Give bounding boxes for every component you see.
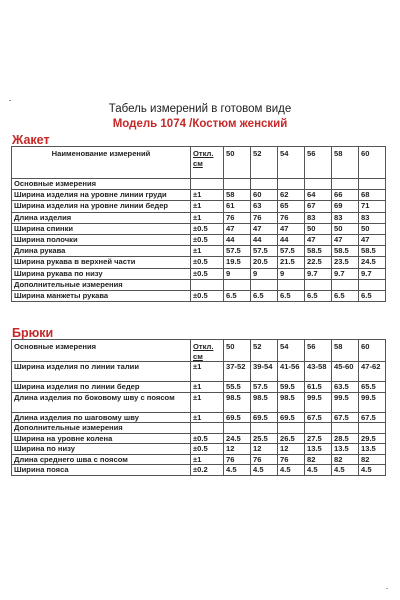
size-value-58: 66 bbox=[332, 190, 359, 201]
model-title: Модель 1074 /Костюм женский bbox=[112, 118, 288, 130]
size-value-60 bbox=[359, 279, 386, 290]
header-size-56: 56 bbox=[305, 147, 332, 179]
deviation-value bbox=[191, 279, 224, 290]
measurement-name: Ширина изделия на уровне линии бедер bbox=[12, 201, 191, 212]
size-value-56: 67.5 bbox=[305, 412, 332, 423]
measurement-name: Ширина полочки bbox=[12, 234, 191, 245]
size-value-56: 82 bbox=[305, 454, 332, 465]
measurement-name: Длина рукава bbox=[12, 246, 191, 257]
size-value-52: 47 bbox=[251, 223, 278, 234]
header-deviation: Откл. см bbox=[191, 340, 224, 362]
size-value-56: 27.5 bbox=[305, 433, 332, 444]
size-value-52: 63 bbox=[251, 201, 278, 212]
size-value-54: 62 bbox=[278, 190, 305, 201]
size-value-60: 50 bbox=[359, 223, 386, 234]
table-row bbox=[12, 223, 386, 234]
size-value-50: 55.5 bbox=[224, 382, 251, 393]
header-size-58: 58 bbox=[332, 340, 359, 362]
size-value-52: 98.5 bbox=[251, 392, 278, 412]
size-value-56: 47 bbox=[305, 234, 332, 245]
measurement-name: Длина изделия по боковому шву с поясом bbox=[12, 392, 191, 412]
size-value-56 bbox=[305, 279, 332, 290]
size-value-50: 37-52 bbox=[224, 362, 251, 382]
size-value-58: 99.5 bbox=[332, 392, 359, 412]
size-value-58 bbox=[332, 179, 359, 190]
size-value-50: 98.5 bbox=[224, 392, 251, 412]
size-value-58: 28.5 bbox=[332, 433, 359, 444]
jacket-measurements-table bbox=[11, 146, 386, 302]
size-value-54: 76 bbox=[278, 454, 305, 465]
measurement-name: Ширина манжеты рукава bbox=[12, 290, 191, 301]
size-value-58: 23.5 bbox=[332, 257, 359, 268]
table-header-row bbox=[12, 147, 386, 179]
table-row bbox=[12, 246, 386, 257]
size-value-52: 25.5 bbox=[251, 433, 278, 444]
header-measurement-name: Наименование измерений bbox=[12, 147, 191, 179]
size-value-56 bbox=[305, 179, 332, 190]
size-value-54: 47 bbox=[278, 223, 305, 234]
size-value-50: 19.5 bbox=[224, 257, 251, 268]
size-value-54: 9 bbox=[278, 268, 305, 279]
size-value-60: 6.5 bbox=[359, 290, 386, 301]
table-row bbox=[12, 268, 386, 279]
header-size-50: 50 bbox=[224, 340, 251, 362]
trousers-section-title: Брюки bbox=[12, 326, 54, 340]
size-value-60: 82 bbox=[359, 454, 386, 465]
size-value-60: 68 bbox=[359, 190, 386, 201]
size-value-60: 67.5 bbox=[359, 412, 386, 423]
size-value-50 bbox=[224, 279, 251, 290]
table-row bbox=[12, 454, 386, 465]
size-value-50 bbox=[224, 423, 251, 434]
size-value-50: 24.5 bbox=[224, 433, 251, 444]
size-value-60: 4.5 bbox=[359, 465, 386, 476]
table-row bbox=[12, 212, 386, 223]
size-value-60: 9.7 bbox=[359, 268, 386, 279]
table-row bbox=[12, 362, 386, 382]
size-value-52: 44 bbox=[251, 234, 278, 245]
size-value-56: 9.7 bbox=[305, 268, 332, 279]
size-value-58: 67.5 bbox=[332, 412, 359, 423]
size-value-54: 41-56 bbox=[278, 362, 305, 382]
deviation-value: ±1 bbox=[191, 201, 224, 212]
size-value-56: 83 bbox=[305, 212, 332, 223]
size-value-50: 57.5 bbox=[224, 246, 251, 257]
size-value-54: 12 bbox=[278, 444, 305, 455]
deviation-value: ±0.2 bbox=[191, 465, 224, 476]
size-value-52: 76 bbox=[251, 454, 278, 465]
measurement-name: Ширина спинки bbox=[12, 223, 191, 234]
size-value-60 bbox=[359, 179, 386, 190]
size-value-60: 47 bbox=[359, 234, 386, 245]
table-row bbox=[12, 423, 386, 434]
size-value-52: 39-54 bbox=[251, 362, 278, 382]
size-value-58: 4.5 bbox=[332, 465, 359, 476]
scan-mark bbox=[9, 100, 11, 101]
measurement-name: Длина изделия по шаговому шву bbox=[12, 412, 191, 423]
deviation-value: ±0.5 bbox=[191, 223, 224, 234]
size-value-60 bbox=[359, 423, 386, 434]
header-size-52: 52 bbox=[251, 147, 278, 179]
size-value-50: 69.5 bbox=[224, 412, 251, 423]
deviation-value: ±0.5 bbox=[191, 290, 224, 301]
size-value-54 bbox=[278, 279, 305, 290]
size-value-56: 61.5 bbox=[305, 382, 332, 393]
measurement-name: Ширина на уровне колена bbox=[12, 433, 191, 444]
size-value-52: 9 bbox=[251, 268, 278, 279]
size-value-52: 57.5 bbox=[251, 382, 278, 393]
size-value-50 bbox=[224, 179, 251, 190]
measurement-name: Ширина рукава в верхней части bbox=[12, 257, 191, 268]
size-value-60: 71 bbox=[359, 201, 386, 212]
measurement-name: Ширина изделия по линии талии bbox=[12, 362, 191, 382]
header-size-52: 52 bbox=[251, 340, 278, 362]
size-value-50: 76 bbox=[224, 454, 251, 465]
table-row bbox=[12, 257, 386, 268]
size-value-50: 58 bbox=[224, 190, 251, 201]
size-value-52: 76 bbox=[251, 212, 278, 223]
deviation-value: ±0.5 bbox=[191, 234, 224, 245]
deviation-value: ±1 bbox=[191, 212, 224, 223]
header-size-50: 50 bbox=[224, 147, 251, 179]
deviation-value: ±1 bbox=[191, 362, 224, 382]
size-value-52 bbox=[251, 423, 278, 434]
table-row bbox=[12, 412, 386, 423]
size-value-56: 64 bbox=[305, 190, 332, 201]
size-value-60: 13.5 bbox=[359, 444, 386, 455]
size-value-58: 50 bbox=[332, 223, 359, 234]
size-value-54: 21.5 bbox=[278, 257, 305, 268]
size-value-54: 6.5 bbox=[278, 290, 305, 301]
deviation-value: ±0.5 bbox=[191, 268, 224, 279]
deviation-value bbox=[191, 179, 224, 190]
deviation-value: ±0.5 bbox=[191, 433, 224, 444]
measurement-name: Ширина изделия по линии бедер bbox=[12, 382, 191, 393]
deviation-value: ±0.5 bbox=[191, 444, 224, 455]
size-value-50: 76 bbox=[224, 212, 251, 223]
size-value-56: 13.5 bbox=[305, 444, 332, 455]
deviation-value: ±1 bbox=[191, 190, 224, 201]
size-value-52: 12 bbox=[251, 444, 278, 455]
deviation-value: ±1 bbox=[191, 382, 224, 393]
table-row bbox=[12, 290, 386, 301]
size-value-56: 4.5 bbox=[305, 465, 332, 476]
table-row bbox=[12, 433, 386, 444]
table-row bbox=[12, 279, 386, 290]
size-value-58: 6.5 bbox=[332, 290, 359, 301]
size-value-54 bbox=[278, 423, 305, 434]
size-value-60: 47-62 bbox=[359, 362, 386, 382]
size-value-58: 83 bbox=[332, 212, 359, 223]
size-value-60: 65.5 bbox=[359, 382, 386, 393]
header-measurement-name: Основные измерения bbox=[12, 340, 191, 362]
size-value-58: 47 bbox=[332, 234, 359, 245]
deviation-value: ±0.5 bbox=[191, 257, 224, 268]
table-row bbox=[12, 190, 386, 201]
size-value-54: 69.5 bbox=[278, 412, 305, 423]
size-value-52: 20.5 bbox=[251, 257, 278, 268]
header-size-58: 58 bbox=[332, 147, 359, 179]
size-value-56: 22.5 bbox=[305, 257, 332, 268]
size-value-56: 58.5 bbox=[305, 246, 332, 257]
header-deviation: Откл. см bbox=[191, 147, 224, 179]
size-value-52 bbox=[251, 279, 278, 290]
size-value-54: 57.5 bbox=[278, 246, 305, 257]
size-value-56: 43-58 bbox=[305, 362, 332, 382]
table-row bbox=[12, 392, 386, 412]
size-value-58 bbox=[332, 279, 359, 290]
size-value-50: 47 bbox=[224, 223, 251, 234]
deviation-value: ±1 bbox=[191, 454, 224, 465]
header-size-54: 54 bbox=[278, 340, 305, 362]
size-value-58: 45-60 bbox=[332, 362, 359, 382]
table-row bbox=[12, 444, 386, 455]
document-title: Табель измерений в готовом виде bbox=[108, 103, 292, 115]
size-value-58: 9.7 bbox=[332, 268, 359, 279]
deviation-value: ±1 bbox=[191, 246, 224, 257]
size-value-54: 26.5 bbox=[278, 433, 305, 444]
size-value-50: 4.5 bbox=[224, 465, 251, 476]
size-value-52: 57.5 bbox=[251, 246, 278, 257]
size-value-60: 83 bbox=[359, 212, 386, 223]
size-value-50: 9 bbox=[224, 268, 251, 279]
size-value-56: 6.5 bbox=[305, 290, 332, 301]
table-row bbox=[12, 201, 386, 212]
size-value-54: 44 bbox=[278, 234, 305, 245]
size-value-54: 76 bbox=[278, 212, 305, 223]
size-value-54: 98.5 bbox=[278, 392, 305, 412]
size-value-58 bbox=[332, 423, 359, 434]
size-value-54: 65 bbox=[278, 201, 305, 212]
jacket-section-title: Жакет bbox=[12, 133, 50, 147]
measurement-name: Дополнительные измерения bbox=[12, 423, 191, 434]
size-value-56: 67 bbox=[305, 201, 332, 212]
measurement-name: Длина изделия bbox=[12, 212, 191, 223]
header-size-60: 60 bbox=[359, 340, 386, 362]
table-row bbox=[12, 234, 386, 245]
size-value-56 bbox=[305, 423, 332, 434]
size-value-58: 13.5 bbox=[332, 444, 359, 455]
deviation-value bbox=[191, 423, 224, 434]
measurement-name: Ширина рукава по низу bbox=[12, 268, 191, 279]
size-value-50: 6.5 bbox=[224, 290, 251, 301]
size-value-54 bbox=[278, 179, 305, 190]
size-value-50: 12 bbox=[224, 444, 251, 455]
scan-mark bbox=[386, 588, 388, 589]
measurement-name: Дополнительные измерения bbox=[12, 279, 191, 290]
measurement-name: Основные измерения bbox=[12, 179, 191, 190]
size-value-52: 6.5 bbox=[251, 290, 278, 301]
size-value-58: 82 bbox=[332, 454, 359, 465]
deviation-value: ±1 bbox=[191, 392, 224, 412]
header-size-54: 54 bbox=[278, 147, 305, 179]
size-value-54: 59.5 bbox=[278, 382, 305, 393]
table-row bbox=[12, 179, 386, 190]
measurement-name: Ширина изделия на уровне линии груди bbox=[12, 190, 191, 201]
size-value-60: 58.5 bbox=[359, 246, 386, 257]
size-value-50: 61 bbox=[224, 201, 251, 212]
table-header-row bbox=[12, 340, 386, 362]
size-value-60: 99.5 bbox=[359, 392, 386, 412]
measurement-name: Ширина по низу bbox=[12, 444, 191, 455]
deviation-value: ±1 bbox=[191, 412, 224, 423]
table-row bbox=[12, 382, 386, 393]
size-value-52 bbox=[251, 179, 278, 190]
header-size-60: 60 bbox=[359, 147, 386, 179]
header-size-56: 56 bbox=[305, 340, 332, 362]
size-value-58: 69 bbox=[332, 201, 359, 212]
measurement-name: Ширина пояса bbox=[12, 465, 191, 476]
size-value-52: 60 bbox=[251, 190, 278, 201]
measurement-name: Длина среднего шва с поясом bbox=[12, 454, 191, 465]
trousers-measurements-table bbox=[11, 339, 386, 476]
size-value-50: 44 bbox=[224, 234, 251, 245]
size-value-54: 4.5 bbox=[278, 465, 305, 476]
size-value-58: 58.5 bbox=[332, 246, 359, 257]
size-value-60: 29.5 bbox=[359, 433, 386, 444]
size-value-56: 50 bbox=[305, 223, 332, 234]
size-value-56: 99.5 bbox=[305, 392, 332, 412]
size-value-60: 24.5 bbox=[359, 257, 386, 268]
size-value-58: 63.5 bbox=[332, 382, 359, 393]
size-value-52: 69.5 bbox=[251, 412, 278, 423]
size-value-52: 4.5 bbox=[251, 465, 278, 476]
table-row bbox=[12, 465, 386, 476]
